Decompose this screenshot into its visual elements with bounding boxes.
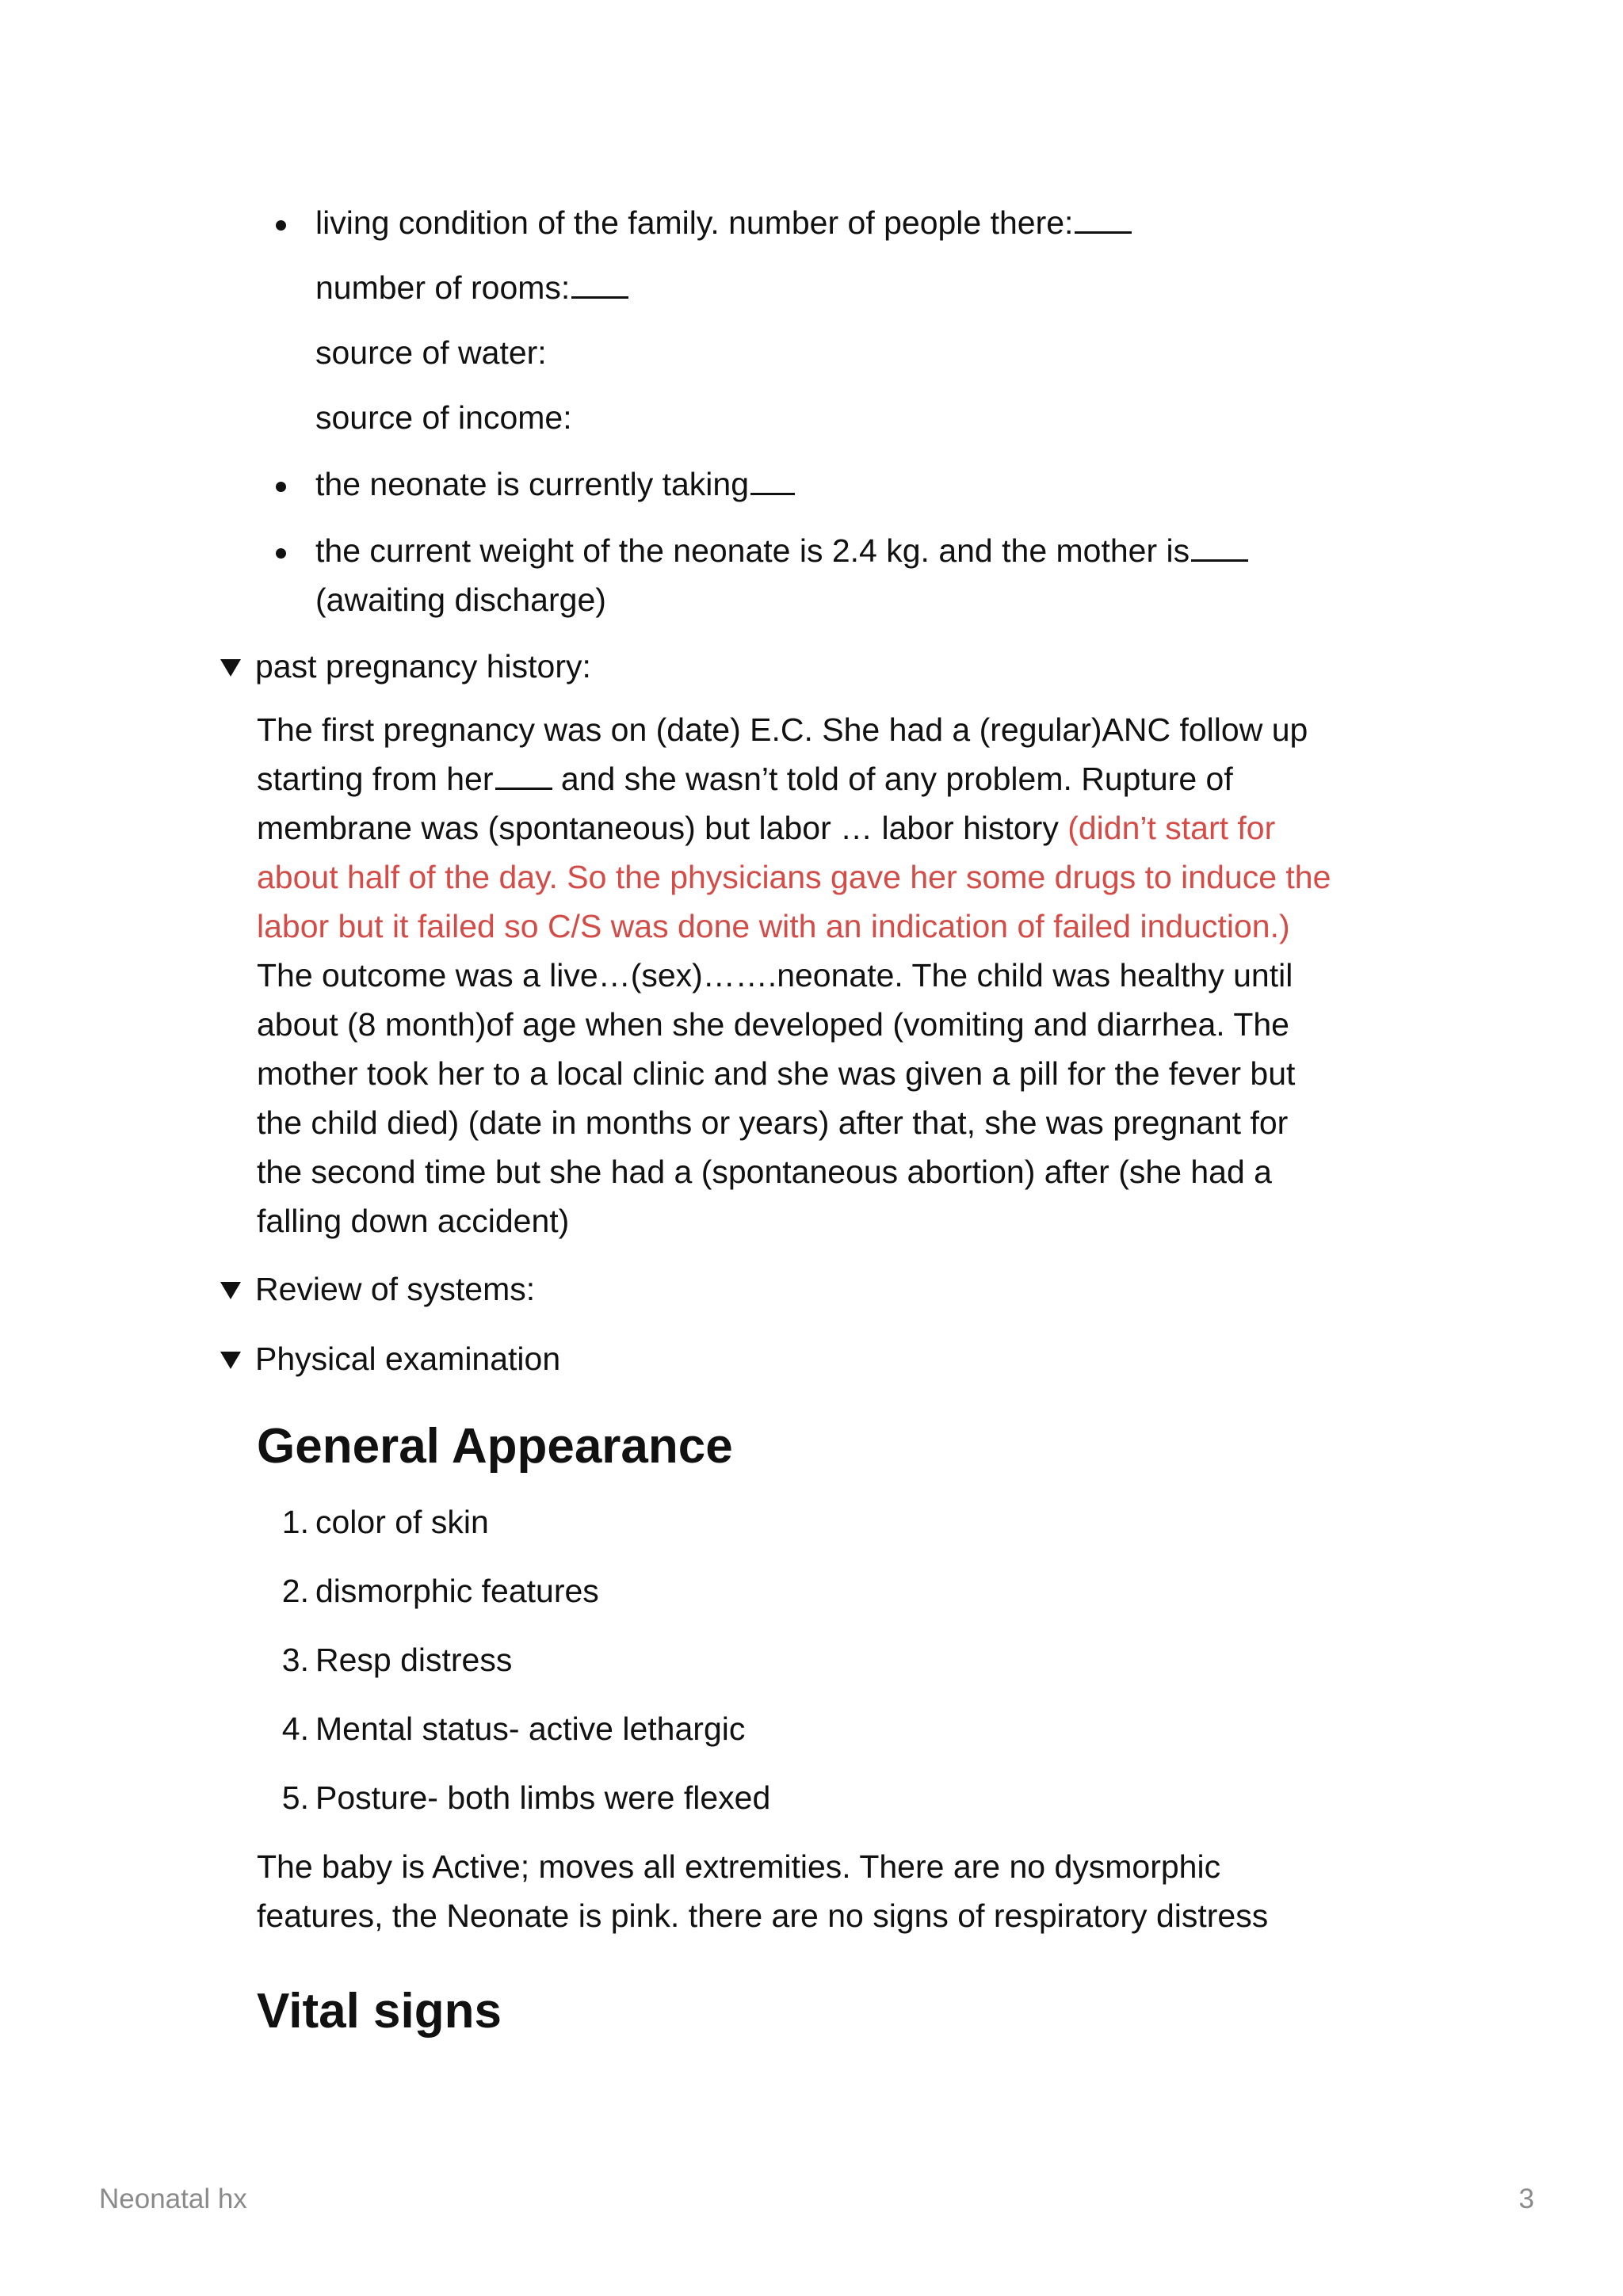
triangle-down-icon[interactable]	[220, 1282, 241, 1299]
list-item	[315, 460, 1434, 509]
general-appearance-summary: The baby is Active; moves all extremities. There are no dysmorphic features, the Neonate is pink. there are no signs of respiratory distress	[257, 1848, 1269, 1934]
list-item	[281, 1497, 1434, 1547]
footer-title: Neonatal hx	[99, 2183, 247, 2214]
awaiting-discharge-text: (awaiting discharge)	[315, 582, 606, 618]
toggle-title: past pregnancy history:	[255, 648, 591, 685]
bullet-dot-icon	[276, 548, 286, 559]
list-item-text: Resp distress	[315, 1642, 513, 1678]
blank-line	[1075, 199, 1132, 234]
bullet-dot-icon	[276, 220, 286, 231]
highlighted-red-text: labor but it failed so C/S was done with an indication of failed induction.)	[257, 908, 1290, 944]
blank-line	[495, 755, 552, 790]
general-appearance-heading: General Appearance	[257, 1419, 733, 1474]
highlighted-red-text: (didn’t start for	[1067, 810, 1276, 846]
bullet-dot-icon	[276, 482, 286, 492]
list-number: 5.	[281, 1779, 309, 1816]
triangle-down-icon[interactable]	[220, 659, 241, 677]
income-source-text: source of income:	[315, 399, 572, 436]
living-condition-text: living condition of the family. number of people there:	[315, 204, 1074, 241]
blank-line	[1191, 527, 1248, 562]
list-item	[281, 1566, 1434, 1615]
blank-line	[571, 264, 628, 299]
water-source-text: source of water:	[315, 334, 547, 371]
toggle-title: Review of systems:	[255, 1271, 536, 1307]
list-item-text: Mental status- active lethargic	[315, 1711, 746, 1747]
page-number: 3	[1518, 2183, 1534, 2214]
list-item-text: dismorphic features	[315, 1573, 599, 1609]
triangle-down-icon[interactable]	[220, 1352, 241, 1369]
general-appearance-list	[214, 1497, 1434, 1822]
toggle-title: Physical examination	[255, 1341, 561, 1377]
list-item	[281, 1704, 1434, 1753]
toggle-physical-examination[interactable]	[214, 1334, 1434, 1383]
blank-line	[750, 460, 795, 495]
list-item	[281, 1773, 1434, 1822]
list-number: 4.	[281, 1711, 309, 1747]
page-content	[214, 198, 1434, 2062]
rooms-text: number of rooms:	[315, 269, 571, 306]
highlighted-red-text: about half of the day. So the physicians gave her some drugs to induce the	[257, 859, 1331, 895]
list-number: 2.	[281, 1573, 309, 1609]
list-item	[315, 198, 1434, 442]
family-bullet-list	[214, 198, 1434, 624]
toggle-past-pregnancy[interactable]	[214, 642, 1434, 691]
vital-signs-heading: Vital signs	[257, 1984, 502, 2039]
past-pregnancy-paragraph: The first pregnancy was on (date) E.C. She had a (regular)ANC follow up starting from her and she wasn’t told of any problem. Rupture of membrane was (spontaneous) but labor … labor history (didn’t start for about half of the day. So the physicians gave her some drugs to induce the labor but it failed so C/S was done with an indication of failed induction.) The outcome was a live…(sex)…….neonate. The child was healthy until about (8 month)of age when she developed (vomiting and diarrhea. The mother took her to a local clinic and she was given a pill for the fever but the child died) (date in months or years) after that, she was pregnant for the second time but she had a (spontaneous abortion) after (she had a falling down accident)	[214, 705, 1434, 1245]
currently-taking-text: the neonate is currently taking	[315, 466, 749, 502]
weight-text: the current weight of the neonate is 2.4 kg. and the mother is	[315, 532, 1190, 569]
list-item-text: color of skin	[315, 1504, 489, 1540]
list-number: 1.	[281, 1504, 309, 1540]
list-number: 3.	[281, 1642, 309, 1678]
list-item-text: Posture- both limbs were flexed	[315, 1779, 771, 1816]
toggle-review-of-systems[interactable]	[214, 1264, 1434, 1314]
list-item	[315, 526, 1434, 624]
list-item	[281, 1635, 1434, 1684]
